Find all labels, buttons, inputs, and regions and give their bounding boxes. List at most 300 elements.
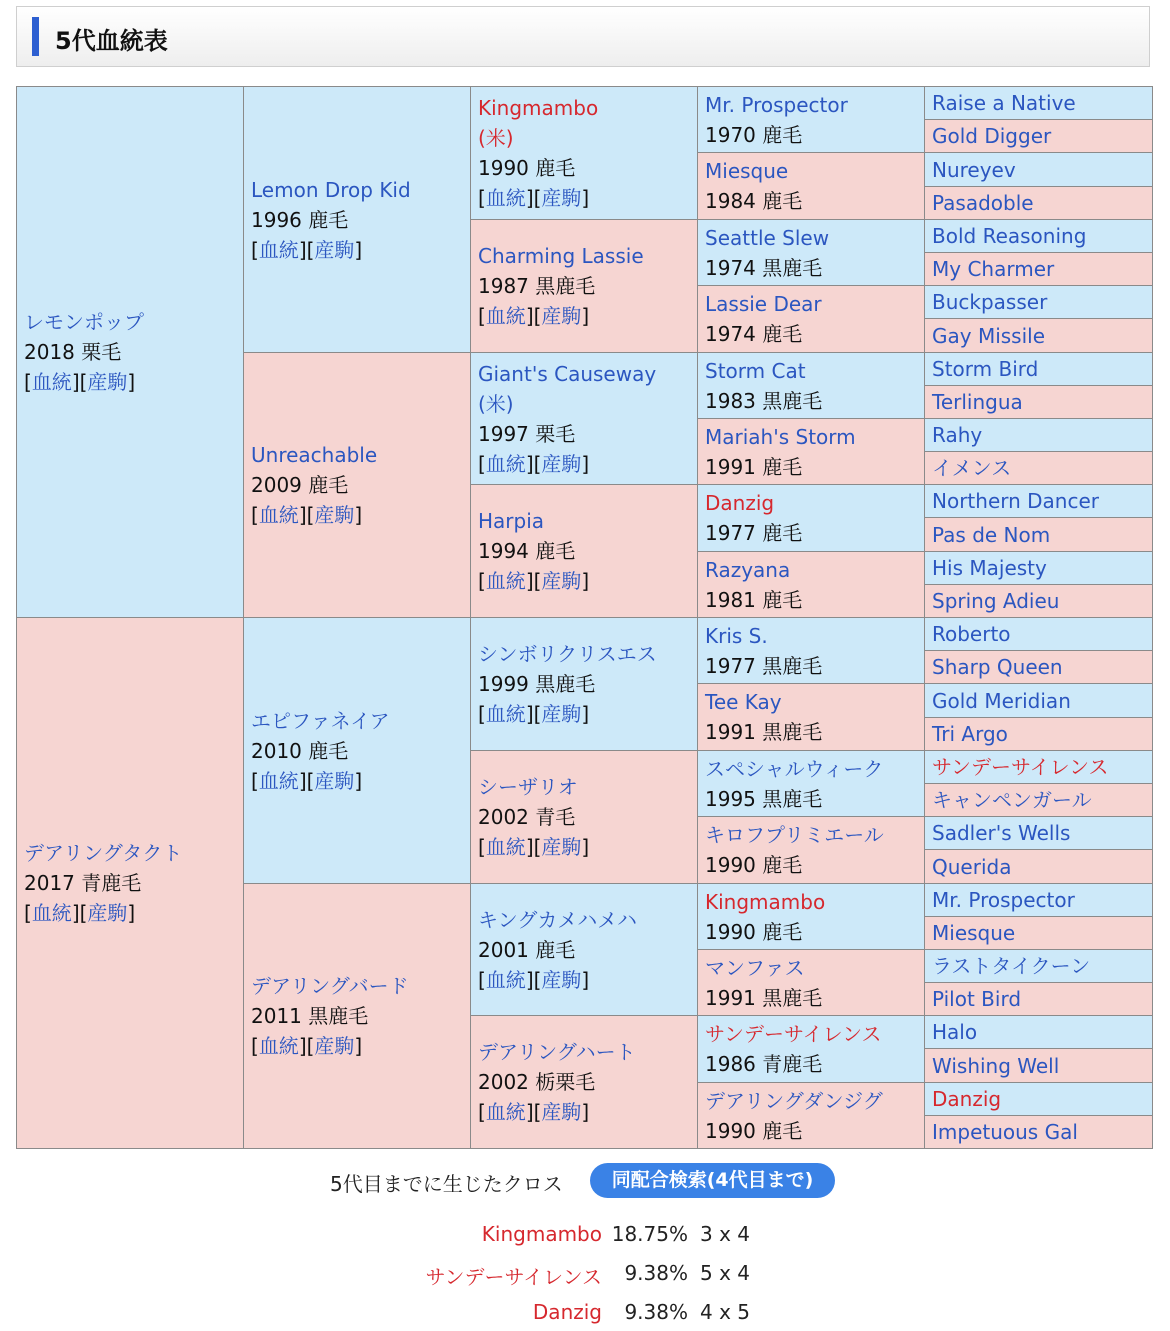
pedigree-cell-content (705, 887, 921, 947)
horse-birth-color: 1991 鹿毛 (705, 454, 803, 479)
horse-birth-color: 2009 鹿毛 (251, 473, 349, 497)
pedigree-cell-dam (924, 849, 1153, 884)
bracket-sep: ][ (298, 768, 315, 793)
pedigree-cell-dam (697, 949, 926, 1016)
pedigree-cell-dam (924, 451, 1153, 485)
pedigree-cell-dam (924, 1115, 1153, 1149)
pedigree-cell-sire (924, 1082, 1153, 1116)
horse-name-link[interactable]: Wishing Well (932, 1053, 1060, 1078)
horse-name-link[interactable]: Kris S. (705, 623, 768, 648)
pedigree-cell-sire (924, 617, 1153, 651)
pedigree-link[interactable]: 血統 (258, 237, 299, 262)
pedigree-cell-content (705, 1086, 921, 1146)
section-header (16, 6, 1150, 67)
bracket-open: [ (251, 1034, 259, 1058)
pedigree-cell-content (932, 754, 1148, 780)
bracket-sep: ][ (71, 901, 88, 925)
horse-name-link[interactable]: Pasadoble (932, 191, 1034, 215)
horse-name-link[interactable]: Terlingua (932, 390, 1023, 414)
bracket-sep: ][ (525, 304, 542, 328)
horse-name-link[interactable]: My Charmer (932, 257, 1055, 281)
pedigree-cell-content (705, 555, 921, 615)
progeny-link[interactable]: 産駒 (314, 1034, 355, 1058)
bracket-sep: ][ (525, 702, 542, 726)
horse-name-link[interactable]: Kingmambo (478, 96, 599, 120)
bracket-open: [ (24, 901, 32, 925)
horse-name-link[interactable]: シンボリクリスエス (478, 642, 657, 666)
pedigree-cell-sire (470, 86, 699, 220)
horse-name-link[interactable]: シーザリオ (478, 775, 578, 799)
horse-name-link[interactable]: Storm Cat (705, 358, 806, 383)
pedigree-cell-dam (697, 816, 926, 884)
pedigree-cell-content (705, 687, 921, 747)
pedigree-cell-dam (470, 750, 699, 884)
pedigree-cell-dam (697, 285, 926, 353)
pedigree-cell-content (251, 440, 467, 530)
pedigree-cell-sire (924, 551, 1153, 585)
horse-name-link[interactable]: Seattle Slew (705, 225, 830, 250)
pedigree-cell-sire (924, 883, 1153, 917)
horse-name-link[interactable]: Northern Dancer (932, 489, 1100, 513)
pedigree-link[interactable]: 血統 (31, 901, 72, 925)
pedigree-cell-sire (243, 617, 472, 884)
horse-name-link[interactable]: Lassie Dear (705, 292, 822, 316)
horse-name-link[interactable]: レモンポップ (24, 310, 144, 334)
pedigree-cell-sire (924, 484, 1153, 518)
pedigree-cell-sire (924, 152, 1153, 187)
bracket-open: [ (251, 768, 259, 793)
progeny-link[interactable]: 産駒 (87, 370, 128, 394)
horse-birth-color: 2011 黒鹿毛 (251, 1004, 369, 1028)
pedigree-cell-sire (924, 816, 1153, 850)
cross-horse-name[interactable]: Danzig (532, 1300, 602, 1324)
pedigree-cell-content (932, 654, 1148, 680)
bracket-open: [ (24, 370, 32, 394)
horse-birth-color: 1990 鹿毛 (705, 919, 803, 944)
horse-name-link[interactable]: Nureyev (932, 157, 1016, 182)
bracket-open: [ (478, 304, 486, 328)
horse-birth-color: 1996 鹿毛 (251, 207, 349, 232)
pedigree-cell-content (932, 621, 1148, 647)
bracket-close: ] (127, 901, 136, 925)
pedigree-cell-dam (924, 318, 1153, 353)
horse-name-link[interactable]: Mr. Prospector (932, 888, 1075, 912)
pedigree-cell-dam (924, 916, 1153, 950)
pedigree-cell-content (478, 241, 694, 331)
pedigree-cell-dam (697, 418, 926, 485)
horse-name-link[interactable]: Harpia (478, 509, 545, 533)
horse-links (251, 500, 467, 530)
cross-generation: 4 x 5 (700, 1300, 750, 1324)
pedigree-cell-content (932, 356, 1148, 382)
horse-name-link[interactable]: Charming Lassie (478, 244, 644, 268)
pedigree-cell-content (705, 356, 921, 416)
bracket-close: ] (354, 768, 363, 793)
pedigree-cell-dam (243, 352, 472, 618)
pedigree-cell-content (932, 688, 1148, 714)
pedigree-cell-dam (924, 252, 1153, 286)
horse-name-link[interactable]: Danzig (705, 491, 775, 515)
horse-name-link[interactable]: Storm Bird (932, 357, 1039, 381)
horse-birth-color: 1984 鹿毛 (705, 189, 803, 213)
progeny-link[interactable]: 産駒 (541, 304, 582, 328)
pedigree-cell-content (932, 389, 1148, 415)
pedigree-cell-dam (924, 783, 1153, 817)
pedigree-cell-content (478, 506, 694, 596)
horse-birth-color: 1981 鹿毛 (705, 587, 803, 612)
cross-header (0, 1160, 1170, 1200)
pedigree-cell-content (478, 93, 694, 213)
horse-name-link[interactable]: Sharp Queen (932, 655, 1063, 679)
horse-name-link[interactable]: Miesque (705, 159, 789, 183)
progeny-link[interactable]: 産駒 (541, 569, 582, 593)
horse-name-link[interactable]: Lemon Drop Kid (251, 177, 411, 202)
bracket-close: ] (581, 304, 590, 328)
pedigree-cell-content (932, 289, 1148, 315)
horse-name-link[interactable]: Pas de Nom (932, 522, 1051, 547)
horse-birth-color: 1997 栗毛 (478, 421, 576, 446)
pedigree-cell-dam (243, 883, 472, 1149)
pedigree-cell-dam (924, 385, 1153, 419)
horse-birth-color: 2018 栗毛 (24, 340, 122, 364)
horse-birth-color: 2001 鹿毛 (478, 937, 576, 962)
pedigree-cell-content (251, 706, 467, 796)
horse-name-link[interactable]: デアリングダンジグ (705, 1088, 883, 1113)
bracket-close: ] (581, 1100, 590, 1124)
pedigree-cell-sire (924, 683, 1153, 718)
horse-name-link[interactable]: Buckpasser (932, 290, 1048, 314)
horse-name-link[interactable]: Giant's Causeway (478, 361, 657, 386)
bracket-open: [ (251, 237, 259, 262)
bracket-close: ] (354, 237, 363, 262)
pedigree-cell-sire (16, 86, 245, 618)
bracket-close: ] (581, 569, 590, 593)
horse-birth-color: 1999 黒鹿毛 (478, 672, 596, 696)
horse-name-link[interactable]: Danzig (932, 1087, 1002, 1111)
pedigree-cell-content (705, 90, 921, 150)
horse-name-link[interactable]: Impetuous Gal (932, 1120, 1078, 1144)
horse-links (251, 235, 467, 265)
horse-name-link[interactable]: スペシャルウィーク (705, 756, 884, 781)
bracket-sep: ][ (298, 503, 315, 527)
pedigree-cell-content (478, 359, 694, 479)
pedigree-cell-dam (697, 683, 926, 751)
pedigree-cell-dam (924, 717, 1153, 751)
pedigree-cell-sire (697, 883, 926, 950)
horse-links (251, 766, 467, 796)
pedigree-cell-content (932, 323, 1148, 349)
pedigree-cell-content (705, 223, 921, 283)
progeny-link[interactable]: 産駒 (541, 702, 582, 726)
bracket-open: [ (251, 503, 259, 527)
horse-birth-color: 2002 青毛 (478, 805, 576, 829)
pedigree-cell-content (932, 190, 1148, 216)
pedigree-link[interactable]: 血統 (31, 370, 72, 394)
horse-name-link[interactable]: Pilot Bird (932, 987, 1022, 1011)
horse-name-link[interactable]: ラストタイクーン (932, 954, 1091, 978)
horse-name-link[interactable]: キャンペンガール (932, 788, 1092, 812)
pedigree-cell-dam (924, 186, 1153, 220)
bracket-sep: ][ (298, 237, 315, 262)
pedigree-cell-sire (470, 883, 699, 1016)
pedigree-cell-content (932, 953, 1148, 979)
progeny-link[interactable]: 産駒 (87, 901, 128, 925)
progeny-link[interactable]: 産駒 (314, 768, 355, 793)
horse-birth-color: 1990 鹿毛 (705, 1118, 803, 1143)
horse-name-link[interactable]: Razyana (705, 557, 791, 582)
cross-title: 5代目までに生じたクロス (330, 1172, 563, 1196)
pedigree-cell-sire (243, 86, 472, 353)
horse-name-link[interactable]: Mr. Prospector (705, 92, 848, 117)
horse-birth-color: 1986 青鹿毛 (705, 1052, 823, 1076)
pedigree-cell-dam (924, 119, 1153, 153)
horse-name-link[interactable]: Spring Adieu (932, 589, 1060, 613)
horse-name-link[interactable]: Roberto (932, 622, 1011, 646)
horse-links (478, 449, 694, 479)
horse-birth-color: 1977 鹿毛 (705, 521, 803, 545)
pedigree-cell-content (705, 422, 921, 482)
cross-percentage: 18.75% (611, 1222, 688, 1246)
pedigree-cell-dam (16, 617, 245, 1149)
progeny-link[interactable]: 産駒 (541, 186, 582, 210)
horse-name-link[interactable]: Gold Meridian (932, 688, 1071, 713)
pedigree-link[interactable]: 血統 (258, 768, 299, 793)
pedigree-cell-content (932, 90, 1148, 116)
pedigree-cell-content (932, 256, 1148, 282)
pedigree-link[interactable]: 血統 (258, 1034, 299, 1058)
cross-row (0, 1261, 1170, 1293)
bracket-sep: ][ (525, 835, 542, 859)
bracket-open: [ (478, 835, 486, 859)
bracket-close: ] (581, 835, 590, 859)
horse-name-link[interactable]: キングカメハメハ (478, 907, 637, 932)
horse-birth-color: 1991 黒鹿毛 (705, 985, 823, 1010)
pedigree-cell-content (932, 555, 1148, 581)
horse-name-link[interactable]: サンデーサイレンス (932, 755, 1109, 779)
horse-links (24, 898, 240, 928)
horse-birth-color: 2002 栃栗毛 (478, 1070, 596, 1094)
horse-links (478, 301, 694, 331)
pedigree-link[interactable]: 血統 (485, 967, 526, 992)
horse-links (478, 566, 694, 596)
pedigree-link[interactable]: 血統 (485, 569, 526, 593)
bracket-sep: ][ (298, 1034, 315, 1058)
progeny-link[interactable]: 産駒 (541, 1100, 582, 1124)
horse-birth-color: 1970 鹿毛 (705, 122, 803, 147)
pedigree-cell-content (705, 953, 921, 1013)
pedigree-cell-content (932, 422, 1148, 448)
pedigree-cell-content (705, 1019, 921, 1079)
horse-name-link[interactable]: イメンス (932, 456, 1012, 480)
horse-name-link[interactable]: マンファス (705, 955, 805, 980)
cross-row (0, 1300, 1170, 1331)
pedigree-cell-dam (470, 219, 699, 353)
pedigree-cell-dam (697, 1082, 926, 1149)
pedigree-table (16, 86, 1152, 1148)
pedigree-link[interactable]: 血統 (485, 451, 526, 476)
pedigree-cell-content (24, 838, 240, 928)
pedigree-link[interactable]: 血統 (258, 503, 299, 527)
progeny-link[interactable]: 産駒 (541, 835, 582, 859)
horse-name-link[interactable]: Unreachable (251, 443, 378, 467)
pedigree-cell-content (705, 754, 921, 814)
horse-birth-color: 1995 黒鹿毛 (705, 786, 823, 811)
horse-birth-color: 1991 黒鹿毛 (705, 720, 823, 744)
bracket-sep: ][ (525, 1100, 542, 1124)
bracket-open: [ (478, 451, 486, 476)
bracket-close: ] (354, 1034, 363, 1058)
horse-birth-color: 1990 鹿毛 (478, 156, 576, 180)
pedigree-cell-content (705, 488, 921, 548)
bracket-sep: ][ (525, 967, 542, 992)
pedigree-link[interactable]: 血統 (485, 1100, 526, 1124)
cross-percentage: 9.38% (624, 1300, 688, 1324)
pedigree-cell-dam (697, 152, 926, 220)
horse-birth-color: 1974 黒鹿毛 (705, 255, 823, 280)
bracket-open: [ (478, 186, 486, 210)
horse-name-link[interactable]: Halo (932, 1020, 978, 1044)
pedigree-cell-sire (924, 949, 1153, 983)
pedigree-cell-content (705, 289, 921, 349)
pedigree-cell-sire (697, 219, 926, 286)
horse-birth-color: 1983 黒鹿毛 (705, 388, 823, 413)
horse-links (478, 1097, 694, 1127)
progeny-link[interactable]: 産駒 (314, 503, 355, 527)
bracket-open: [ (478, 967, 486, 992)
horse-name-link[interactable]: Raise a Native (932, 91, 1076, 115)
pedigree-cell-content (932, 123, 1148, 149)
pedigree-cell-content (932, 588, 1148, 614)
horse-name-link[interactable]: Rahy (932, 423, 983, 447)
pedigree-cell-content (478, 905, 694, 995)
pedigree-cell-sire (924, 750, 1153, 784)
horse-birth-color: 2010 鹿毛 (251, 738, 349, 763)
section-title: 5代血統表 (55, 27, 168, 55)
bracket-sep: ][ (71, 370, 88, 394)
progeny-link[interactable]: 産駒 (541, 967, 582, 992)
bracket-open: [ (478, 1100, 486, 1124)
bracket-close: ] (581, 186, 590, 210)
pedigree-link[interactable]: 血統 (485, 304, 526, 328)
horse-name-link[interactable]: His Majesty (932, 556, 1047, 580)
pedigree-cell-content (932, 820, 1148, 846)
horse-name-link[interactable]: キロフプリミエール (705, 823, 884, 847)
horse-links (24, 367, 240, 397)
pedigree-cell-content (932, 157, 1148, 183)
horse-origin[interactable]: (米) (478, 391, 514, 416)
pedigree-cell-dam (924, 517, 1153, 552)
horse-name-link[interactable]: Mariah's Storm (705, 424, 856, 449)
horse-birth-color: 1990 鹿毛 (705, 853, 803, 877)
pedigree-cell-dam (924, 584, 1153, 618)
horse-name-link[interactable]: デアリングハート (478, 1040, 636, 1064)
bracket-sep: ][ (525, 451, 542, 476)
bracket-open: [ (478, 569, 486, 593)
pedigree-cell-dam (470, 1015, 699, 1149)
pedigree-cell-content (932, 887, 1148, 913)
horse-birth-color: 2017 青鹿毛 (24, 871, 142, 895)
horse-name-link[interactable]: Tee Kay (705, 690, 782, 714)
horse-name-link[interactable]: エピファネイア (251, 708, 390, 733)
horse-name-link[interactable]: Sadler's Wells (932, 821, 1071, 845)
bracket-sep: ][ (525, 569, 542, 593)
pedigree-cell-content (932, 1053, 1148, 1079)
horse-name-link[interactable]: Querida (932, 854, 1012, 879)
pedigree-cell-sire (924, 418, 1153, 452)
horse-links (478, 832, 694, 862)
horse-birth-color: 1974 鹿毛 (705, 322, 803, 346)
pedigree-cell-content (24, 307, 240, 397)
pedigree-cell-content (932, 223, 1148, 249)
pedigree-cell-content (478, 772, 694, 862)
pedigree-cell-content (705, 156, 921, 216)
pedigree-cell-sire (697, 750, 926, 817)
pedigree-cell-sire (924, 1015, 1153, 1049)
horse-name-link[interactable]: Kingmambo (705, 889, 826, 914)
horse-name-link[interactable]: Bold Reasoning (932, 224, 1087, 248)
progeny-link[interactable]: 産駒 (314, 237, 355, 262)
pedigree-cell-dam (470, 484, 699, 618)
pedigree-cell-content (251, 175, 467, 265)
pedigree-cell-content (932, 787, 1148, 813)
bracket-close: ] (581, 451, 590, 476)
pedigree-link[interactable]: 血統 (485, 186, 526, 210)
pedigree-cell-sire (697, 86, 926, 153)
horse-origin[interactable]: (米) (478, 126, 514, 150)
pedigree-cell-content (705, 621, 921, 681)
bracket-close: ] (581, 967, 590, 992)
pedigree-cell-sire (924, 285, 1153, 319)
pedigree-cell-content (478, 1037, 694, 1127)
pedigree-cell-dam (924, 982, 1153, 1016)
header-accent-bar (32, 17, 39, 56)
same-breeding-search-button[interactable]: 同配合検索(4代目まで) (590, 1163, 835, 1198)
horse-name-link[interactable]: Gay Missile (932, 323, 1046, 348)
bracket-close: ] (127, 370, 136, 394)
bracket-open: [ (478, 702, 486, 726)
pedigree-link[interactable]: 血統 (485, 702, 526, 726)
cross-horse-name[interactable]: Kingmambo (481, 1222, 602, 1246)
cross-row (0, 1222, 1170, 1254)
bracket-close: ] (354, 503, 363, 527)
pedigree-cell-dam (924, 650, 1153, 684)
pedigree-cell-sire (697, 617, 926, 684)
bracket-sep: ][ (525, 186, 542, 210)
pedigree-cell-content (932, 986, 1148, 1012)
pedigree-cell-content (478, 639, 694, 729)
horse-links (478, 965, 694, 995)
pedigree-cell-sire (924, 219, 1153, 253)
horse-name-link[interactable]: Miesque (932, 921, 1016, 945)
pedigree-cell-content (932, 721, 1148, 747)
horse-name-link[interactable]: サンデーサイレンス (705, 1022, 882, 1046)
progeny-link[interactable]: 産駒 (541, 451, 582, 476)
pedigree-cell-content (932, 455, 1148, 481)
pedigree-cell-content (705, 820, 921, 880)
horse-name-link[interactable]: Gold Digger (932, 124, 1052, 148)
cross-horse-name[interactable]: サンデーサイレンス (425, 1265, 602, 1289)
horse-name-link[interactable]: Tri Argo (932, 722, 1008, 746)
pedigree-cell-content (932, 522, 1148, 548)
horse-name-link[interactable]: デアリングタクト (24, 841, 183, 865)
pedigree-cell-content (932, 920, 1148, 946)
cross-generation: 5 x 4 (700, 1261, 750, 1285)
pedigree-cell-sire (697, 1015, 926, 1083)
bracket-close: ] (581, 702, 590, 726)
pedigree-cell-sire (697, 484, 926, 552)
pedigree-link[interactable]: 血統 (485, 835, 526, 859)
horse-name-link[interactable]: デアリングバード (251, 974, 409, 998)
